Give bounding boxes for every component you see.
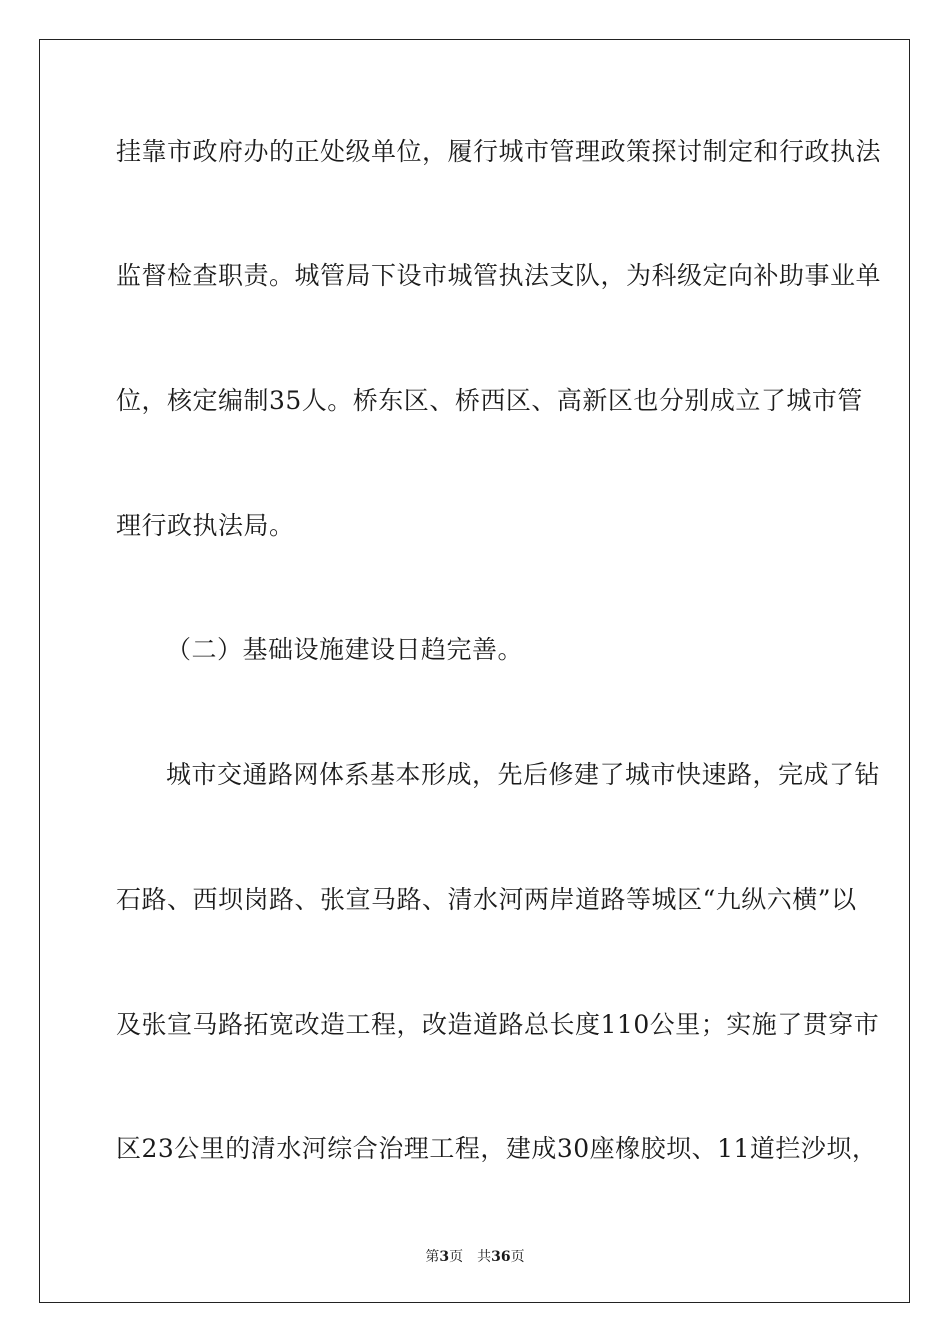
page-border — [39, 39, 910, 1303]
body-text-line-6: 城市交通路网体系基本形成，先后修建了城市快速路，完成了钻 — [166, 760, 881, 789]
body-text-line-1: 挂靠市政府办的正处级单位，履行城市管理政策探讨制定和行政执法 — [116, 137, 882, 166]
footer-total-suffix: 页 — [510, 1249, 525, 1265]
page-footer — [0, 1248, 950, 1266]
footer-page-number: 3 — [439, 1249, 450, 1265]
footer-total-pages: 36 — [491, 1249, 511, 1265]
body-text-line-2: 监督检查职责。城管局下设市城管执法支队，为科级定向补助事业单 — [116, 261, 882, 290]
section-heading: （二）基础设施建设日趋完善。 — [166, 635, 524, 664]
body-text-line-3: 位，核定编制35人。桥东区、桥西区、高新区也分别成立了城市管 — [116, 386, 863, 415]
footer-page-prefix: 第 — [425, 1249, 440, 1265]
body-text-line-7: 石路、西坝岗路、张宣马路、清水河两岸道路等城区“九纵六横”以 — [116, 885, 857, 914]
footer-page-suffix: 页 — [449, 1249, 464, 1265]
body-text-line-4: 理行政执法局。 — [116, 511, 295, 540]
body-text-line-9: 区23公里的清水河综合治理工程，建成30座橡胶坝、11道拦沙坝， — [116, 1134, 878, 1163]
body-text-line-8: 及张宣马路拓宽改造工程，改造道路总长度110公里；实施了贯穿市 — [116, 1010, 880, 1039]
footer-total-prefix: 共 — [477, 1249, 492, 1265]
